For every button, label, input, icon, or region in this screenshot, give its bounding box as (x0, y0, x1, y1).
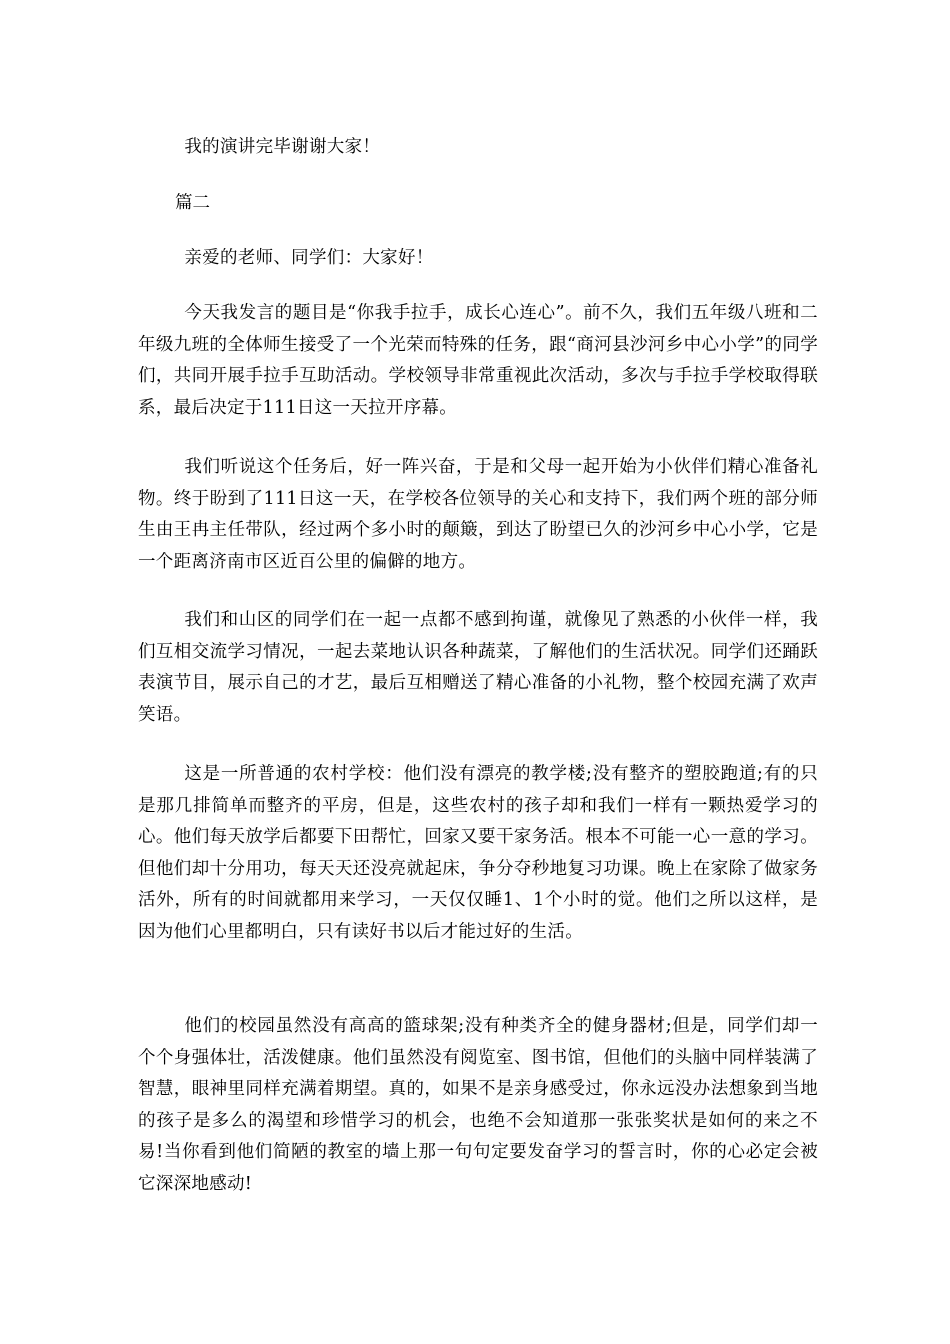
body-paragraph-2: 我们听说这个任务后，好一阵兴奋，于是和父母一起开始为小伙伴们精心准备礼物。终于盼到了111日这一天，在学校各位领导的关心和支持下，我们两个班的部分师生由王冉主任带队，经过两个多小时的颠簸，到达了盼望已久的沙河乡中心小学，它是一个距离济南市区近百公里的偏僻的地方。 (138, 457, 818, 572)
body-paragraph-4: 这是一所普通的农村学校：他们没有漂亮的教学楼;没有整齐的塑胶跑道;有的只是那几排简单而整齐的平房，但是，这些农村的孩子却和我们一样有一颗热爱学习的心。他们每天放学后都要下田帮忙，回家又要干家务活。根本不可能一心一意的学习。但他们却十分用功，每天天还没亮就起床，争分夺秒地复习功课。晚上在家除了做家务活外，所有的时间就都用来学习，一天仅仅睡1、1个小时的觉。他们之所以这样，是因为他们心里都明白，只有读好书以后才能过好的生活。 (138, 764, 818, 942)
body-paragraph-3: 我们和山区的同学们在一起一点都不感到拘谨，就像见了熟悉的小伙伴一样，我们互相交流学习情况，一起去菜地认识各种蔬菜，了解他们的生活状况。同学们还踊跃表演节目，展示自己的才艺，最后互相赠送了精心准备的小礼物，整个校园充满了欢声笑语。 (138, 610, 818, 725)
body-paragraph-1: 今天我发言的题目是“你我手拉手，成长心连心”。前不久，我们五年级八班和二年级九班的全体师生接受了一个光荣而特殊的任务，跟“商河县沙河乡中心小学”的同学们，共同开展手拉手互助活动。学校领导非常重视此次活动，多次与手拉手学校取得联系，最后决定于111日这一天拉开序幕。 (138, 303, 818, 418)
section-title: 篇二 (175, 193, 210, 213)
closing-line: 我的演讲完毕谢谢大家！ (184, 137, 381, 157)
greeting-paragraph: 亲爱的老师、同学们：大家好！ (184, 248, 434, 268)
body-paragraph-5: 他们的校园虽然没有高高的篮球架;没有种类齐全的健身器材;但是，同学们却一个个身强体壮，活泼健康。他们虽然没有阅览室、图书馆，但他们的头脑中同样装满了智慧，眼神里同样充满着期望。真的，如果不是亲身感受过，你永远没办法想象到当地的孩子是多么的渴望和珍惜学习的机会，也绝不会知道那一张张奖状是如何的来之不易!当你看到他们简陋的教室的墙上那一句句定要发奋学习的誓言时，你的心必定会被它深深地感动! (138, 1016, 818, 1194)
